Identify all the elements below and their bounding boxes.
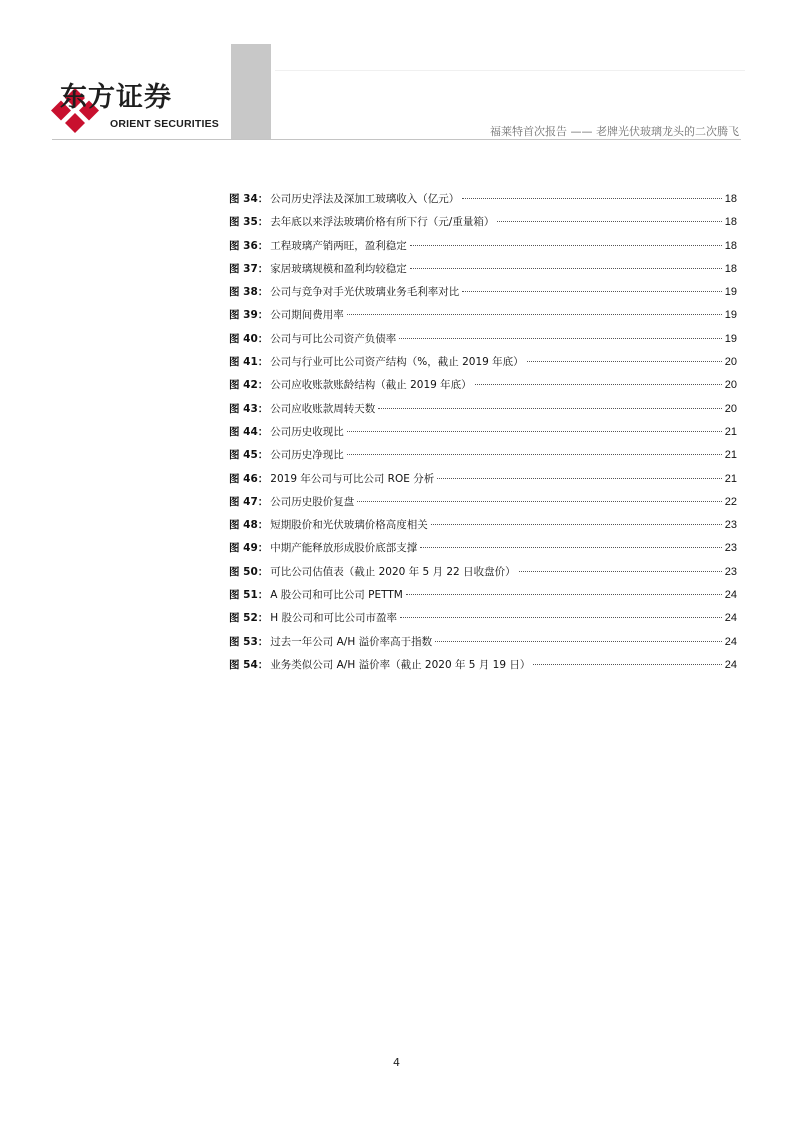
toc-entry-page: 19 bbox=[724, 286, 737, 299]
toc-dot-leader bbox=[378, 408, 721, 409]
toc-entry-page: 20 bbox=[724, 356, 737, 369]
toc-entry[interactable] bbox=[229, 192, 737, 215]
toc-dot-leader bbox=[347, 431, 722, 432]
toc-entry-label: 图 35： bbox=[229, 216, 269, 229]
toc-entry[interactable] bbox=[229, 611, 737, 634]
toc-entry-page: 23 bbox=[724, 565, 737, 578]
report-title: 福莱特首次报告 —— 老牌光伏玻璃龙头的二次腾飞 bbox=[490, 125, 739, 138]
logo-chinese-name: 东方证券 bbox=[60, 82, 172, 113]
toc-entry-title: A 股公司和可比公司 PETTM bbox=[270, 589, 403, 602]
toc-entry-page: 24 bbox=[724, 612, 737, 625]
toc-entry-label: 图 37： bbox=[229, 262, 269, 275]
toc-entry[interactable] bbox=[229, 355, 737, 378]
toc-entry-title: 公司历史收现比 bbox=[270, 425, 344, 438]
toc-entry-page: 18 bbox=[724, 216, 737, 229]
toc-entry-title: 去年底以来浮法玻璃价格有所下行（元/重量箱） bbox=[270, 216, 495, 229]
toc-entry-label: 图 40： bbox=[229, 332, 269, 345]
toc-dot-leader bbox=[435, 641, 722, 642]
toc-dot-leader bbox=[519, 571, 722, 572]
toc-entry-page: 20 bbox=[724, 379, 737, 392]
toc-entry-label: 图 42： bbox=[229, 379, 269, 392]
toc-entry[interactable] bbox=[229, 262, 737, 285]
toc-entry-title: 公司与行业可比公司资产结构（%，截止 2019 年底） bbox=[270, 356, 524, 369]
toc-entry-label: 图 34： bbox=[229, 193, 269, 205]
toc-dot-leader bbox=[357, 501, 721, 502]
toc-dot-leader bbox=[437, 478, 722, 479]
toc-entry-label: 图 44： bbox=[229, 425, 269, 438]
toc-dot-leader bbox=[410, 268, 722, 269]
toc-entry-page: 19 bbox=[724, 332, 737, 345]
toc-entry-label: 图 47： bbox=[229, 495, 269, 508]
toc-entry-page: 24 bbox=[724, 589, 737, 602]
toc-entry[interactable] bbox=[229, 635, 737, 658]
toc-entry-label: 图 53： bbox=[229, 635, 269, 648]
toc-entry-label: 图 46： bbox=[229, 472, 269, 485]
toc-entry-title: 业务类似公司 A/H 溢价率（截止 2020 年 5 月 19 日） bbox=[270, 658, 531, 671]
toc-dot-leader bbox=[475, 384, 722, 385]
toc-entry-title: 公司期间费用率 bbox=[270, 309, 344, 322]
toc-entry[interactable] bbox=[229, 215, 737, 238]
toc-entry-page: 22 bbox=[724, 495, 737, 508]
toc-dot-leader bbox=[533, 664, 721, 665]
figure-table-of-contents bbox=[229, 192, 737, 681]
page-number: 4 bbox=[393, 1056, 400, 1069]
page-header bbox=[0, 0, 793, 150]
toc-entry[interactable] bbox=[229, 472, 737, 495]
toc-entry[interactable] bbox=[229, 332, 737, 355]
toc-entry[interactable] bbox=[229, 565, 737, 588]
toc-entry[interactable] bbox=[229, 658, 737, 681]
toc-dot-leader bbox=[347, 454, 722, 455]
toc-entry-title: 2019 年公司与可比公司 ROE 分析 bbox=[270, 472, 435, 485]
toc-entry-page: 21 bbox=[724, 425, 737, 438]
header-faint-line bbox=[275, 70, 745, 71]
toc-dot-leader bbox=[399, 338, 721, 339]
toc-entry-label: 图 50： bbox=[229, 565, 269, 578]
toc-entry[interactable] bbox=[229, 308, 737, 331]
toc-dot-leader bbox=[420, 547, 721, 548]
toc-dot-leader bbox=[347, 314, 722, 315]
toc-entry[interactable] bbox=[229, 402, 737, 425]
toc-entry-page: 23 bbox=[724, 519, 737, 532]
toc-entry-title: 可比公司估值表（截止 2020 年 5 月 22 日收盘价） bbox=[270, 565, 516, 578]
header-divider bbox=[52, 139, 741, 140]
toc-entry-title: 公司历史净现比 bbox=[270, 449, 344, 462]
toc-entry-title: 家居玻璃规模和盈利均较稳定 bbox=[270, 262, 407, 275]
toc-dot-leader bbox=[400, 617, 722, 618]
toc-entry-page: 18 bbox=[724, 239, 737, 252]
header-accent-bar bbox=[231, 44, 271, 139]
toc-entry-label: 图 54： bbox=[229, 658, 269, 671]
toc-entry-label: 图 51： bbox=[229, 589, 269, 602]
toc-entry-title: 公司历史股价复盘 bbox=[270, 495, 355, 508]
toc-entry-label: 图 43： bbox=[229, 402, 269, 415]
toc-entry[interactable] bbox=[229, 448, 737, 471]
toc-entry-page: 20 bbox=[724, 402, 737, 415]
toc-entry[interactable] bbox=[229, 239, 737, 262]
toc-entry[interactable] bbox=[229, 518, 737, 541]
toc-entry-label: 图 48： bbox=[229, 519, 269, 532]
toc-dot-leader bbox=[410, 245, 722, 246]
toc-entry-page: 24 bbox=[724, 658, 737, 671]
toc-entry-title: 公司应收账款周转天数 bbox=[270, 402, 376, 415]
toc-entry-page: 21 bbox=[724, 472, 737, 485]
toc-entry-page: 23 bbox=[724, 542, 737, 555]
toc-entry-title: 公司与竞争对手光伏玻璃业务毛利率对比 bbox=[270, 286, 460, 299]
toc-entry-label: 图 45： bbox=[229, 449, 269, 462]
toc-entry[interactable] bbox=[229, 378, 737, 401]
toc-entry-page: 19 bbox=[724, 309, 737, 322]
toc-entry-label: 图 41： bbox=[229, 356, 269, 369]
toc-entry-title: 中期产能释放形成股价底部支撑 bbox=[270, 542, 418, 555]
toc-entry-page: 18 bbox=[724, 193, 737, 205]
toc-entry-label: 图 49： bbox=[229, 542, 269, 555]
toc-dot-leader bbox=[462, 198, 721, 199]
toc-dot-leader bbox=[431, 524, 722, 525]
toc-entry[interactable] bbox=[229, 495, 737, 518]
toc-entry-title: H 股公司和可比公司市盈率 bbox=[270, 612, 398, 625]
toc-entry-title: 短期股价和光伏玻璃价格高度相关 bbox=[270, 519, 428, 532]
toc-entry[interactable] bbox=[229, 285, 737, 308]
toc-dot-leader bbox=[462, 291, 721, 292]
toc-entry[interactable] bbox=[229, 541, 737, 564]
toc-entry-label: 图 36： bbox=[229, 239, 269, 252]
toc-entry-title: 公司应收账款账龄结构（截止 2019 年底） bbox=[270, 379, 472, 392]
toc-entry-page: 24 bbox=[724, 635, 737, 648]
toc-entry-title: 工程玻璃产销两旺，盈利稳定 bbox=[270, 239, 407, 252]
toc-dot-leader bbox=[497, 221, 721, 222]
toc-entry-page: 18 bbox=[724, 262, 737, 275]
toc-entry-label: 图 39： bbox=[229, 309, 269, 322]
toc-entry-title: 公司历史浮法及深加工玻璃收入（亿元） bbox=[270, 193, 460, 205]
logo-english-name: ORIENT SECURITIES bbox=[110, 118, 219, 130]
toc-entry[interactable] bbox=[229, 588, 737, 611]
toc-entry[interactable] bbox=[229, 425, 737, 448]
toc-entry-title: 过去一年公司 A/H 溢价率高于指数 bbox=[270, 635, 433, 648]
toc-entry-page: 21 bbox=[724, 449, 737, 462]
toc-dot-leader bbox=[527, 361, 722, 362]
toc-entry-title: 公司与可比公司资产负债率 bbox=[270, 332, 397, 345]
toc-dot-leader bbox=[406, 594, 722, 595]
toc-entry-label: 图 38： bbox=[229, 286, 269, 299]
toc-entry-label: 图 52： bbox=[229, 612, 269, 625]
